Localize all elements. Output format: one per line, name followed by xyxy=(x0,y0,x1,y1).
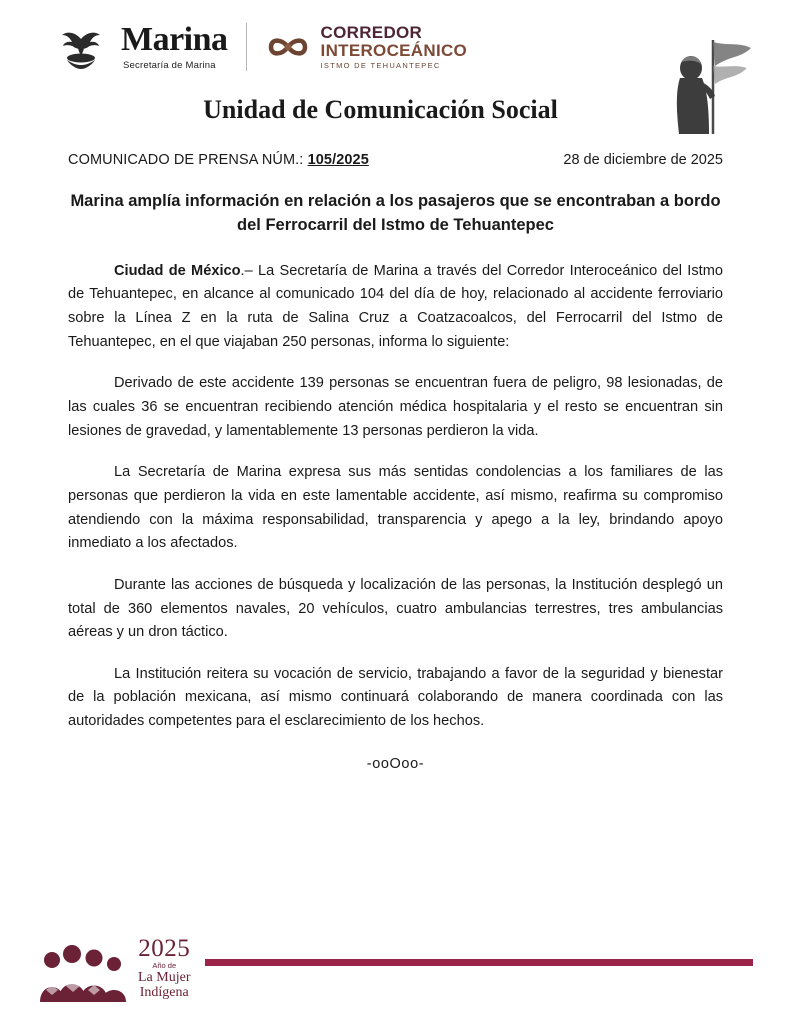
meta-row xyxy=(68,152,723,168)
footer-line2: Indígena xyxy=(139,985,189,1000)
release-date: 28 de diciembre de 2025 xyxy=(563,152,723,168)
paragraph: Derivado de este accidente 139 personas se encuentran fuera de peligro, 98 lesionadas, de las cuales 36 se encuentran recibiendo atención médica hospitalaria y el resto se encuentran sin lesiones de gravedad, y lamentablemente 13 personas perdieron la vida. xyxy=(68,375,723,439)
corredor-line1: CORREDOR xyxy=(320,22,423,42)
corredor-text xyxy=(321,24,468,71)
document-header xyxy=(0,0,791,140)
closing-mark: -ooOoo- xyxy=(366,755,425,772)
document-footer xyxy=(0,930,791,1008)
document-body xyxy=(68,260,723,772)
footer-accent-bar xyxy=(205,959,753,966)
marina-title: Marina xyxy=(121,21,228,58)
logo-divider xyxy=(246,23,247,71)
page-title: Unidad de Comunicación Social xyxy=(203,95,558,124)
corredor-line2: INTEROCEÁNICO xyxy=(320,40,468,60)
footer-anio-label: Año de xyxy=(152,960,177,970)
infinity-corridor-icon xyxy=(265,30,311,64)
paragraph: La Secretaría de Marina expresa sus más sentidas condolencias a los familiares de las personas que perdieron la vida en este lamentable accidente, así mismo, reafirma su compromiso atendiendo con la máxima responsabilidad, transparencia y apego a la ley, brindando apoyo inmediato a los afectados. xyxy=(68,464,723,552)
corredor-logo xyxy=(265,24,468,71)
indigenous-women-illustration xyxy=(36,940,132,1002)
footer-line1: La Mujer xyxy=(138,970,191,985)
corredor-line3: ISTMO DE TEHUANTEPEC xyxy=(320,61,441,71)
headline: Marina amplía información en relación a los pasajeros que se encontraban a bordo del Ferrocarril del Istmo de Tehuantepec xyxy=(70,192,721,234)
paragraph: La Institución reitera su vocación de servicio, trabajando a favor de la seguridad y bienestar de la población mexicana, así mismo continuará colaborando de manera coordinada con las autoridades competentes para el esclarecimiento de los hechos. xyxy=(68,665,723,730)
footer-year: 2025 xyxy=(138,934,191,962)
marina-subtitle: Secretaría de Marina xyxy=(123,60,216,71)
paragraph xyxy=(68,260,723,355)
release-number: 105/2025 xyxy=(307,152,369,168)
marina-wordmark xyxy=(119,23,228,71)
paragraph-text: .– La Secretaría de Marina a través del Corredor Interoceánico del Istmo de Tehuantepec, en alcance al comunicado 104 del día de hoy, relacionado al accidente ferroviario sobre la Línea Z en la ruta de Salina Cruz a Coatzacoalcos, del Ferrocarril del Istmo de Tehuantepec, en el que viajaban 250 personas, informa lo siguiente: xyxy=(68,262,723,350)
paragraph: Durante las acciones de búsqueda y localización de las personas, la Institución desplegó un total de 360 elementos navales, 20 vehículos, cuatro ambulancias terrestres, tres ambulancias aéreas y un dron táctico. xyxy=(68,576,723,641)
paragraph-lead: Ciudad de México xyxy=(114,262,241,279)
release-label: COMUNICADO DE PRENSA NÚM.: xyxy=(68,152,304,168)
release-number-line xyxy=(68,152,369,168)
header-logos xyxy=(55,22,467,72)
mexican-eagle-seal-icon xyxy=(55,22,107,72)
footer-logo xyxy=(36,936,190,1003)
year-block xyxy=(138,936,190,1003)
